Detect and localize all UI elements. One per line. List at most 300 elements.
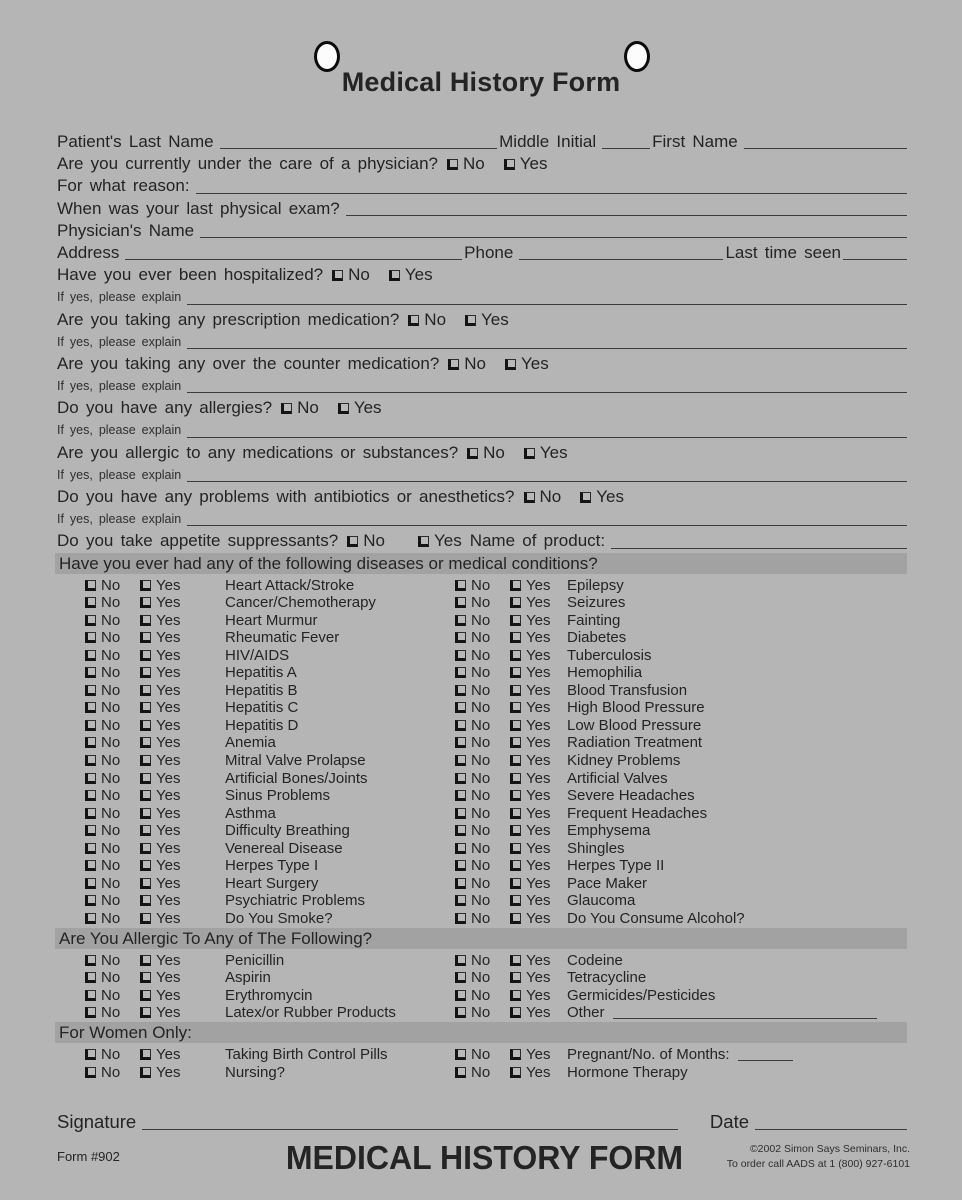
antibiotics-yes-checkbox[interactable] [580, 492, 591, 503]
condition-label: Shingles [567, 839, 625, 857]
check-pair-right [455, 682, 907, 700]
no-label: No [471, 769, 491, 787]
no-checkbox[interactable] [455, 597, 466, 608]
no-label: No [101, 646, 121, 664]
first-name-line[interactable] [744, 147, 907, 149]
check-row [57, 1004, 907, 1022]
allergies-question-row [57, 397, 907, 419]
yes-label: Yes [526, 769, 551, 787]
footer-title: MEDICAL HISTORY FORM [285, 1139, 684, 1176]
hospitalized-no-checkbox[interactable] [332, 270, 343, 281]
no-checkbox[interactable] [85, 990, 96, 1001]
no-label: No [471, 594, 491, 612]
no-checkbox[interactable] [455, 615, 466, 626]
yes-checkbox[interactable] [510, 895, 521, 906]
no-label: No [471, 752, 491, 770]
check-pair-right [455, 910, 907, 928]
yes-label: Yes [433, 531, 462, 551]
no-label: No [101, 909, 121, 927]
physician-care-question-row [57, 153, 907, 175]
no-label: No [101, 752, 121, 770]
yes-checkbox[interactable] [140, 737, 151, 748]
no-checkbox[interactable] [85, 808, 96, 819]
yes-checkbox[interactable] [140, 702, 151, 713]
yes-checkbox[interactable] [510, 580, 521, 591]
prescription-question: Are you taking any prescription medication? [57, 309, 400, 329]
no-checkbox[interactable] [455, 702, 466, 713]
no-checkbox[interactable] [85, 597, 96, 608]
yes-checkbox[interactable] [140, 808, 151, 819]
check-pair-left [57, 969, 455, 987]
yes-checkbox[interactable] [140, 580, 151, 591]
yes-checkbox[interactable] [140, 955, 151, 966]
no-label: No [101, 716, 121, 734]
prescription-no-checkbox[interactable] [408, 315, 419, 326]
yes-checkbox[interactable] [510, 825, 521, 836]
check-pair-right [455, 787, 907, 805]
yes-label: Yes [156, 769, 181, 787]
no-checkbox[interactable] [85, 737, 96, 748]
check-row [57, 752, 907, 770]
yes-label: Yes [156, 629, 181, 647]
yes-checkbox[interactable] [510, 597, 521, 608]
yes-checkbox[interactable] [140, 825, 151, 836]
yes-checkbox[interactable] [510, 860, 521, 871]
middle-initial-label: Middle Initial [499, 132, 597, 151]
yes-checkbox[interactable] [510, 615, 521, 626]
no-checkbox[interactable] [455, 720, 466, 731]
yes-checkbox[interactable] [510, 667, 521, 678]
yes-checkbox[interactable] [510, 808, 521, 819]
footer-publisher-info [727, 1142, 910, 1172]
yes-label: Yes [526, 681, 551, 699]
for-what-reason-line[interactable] [196, 192, 907, 194]
condition-label: Aspirin [225, 969, 271, 987]
physician-care-yes-checkbox[interactable] [504, 159, 515, 170]
allergies-question: Do you have any allergies? [57, 398, 273, 418]
yes-checkbox[interactable] [140, 895, 151, 906]
no-checkbox[interactable] [85, 913, 96, 924]
phone-line[interactable] [519, 258, 723, 260]
check-row [57, 577, 907, 595]
check-row [57, 717, 907, 735]
no-checkbox[interactable] [85, 773, 96, 784]
no-label: No [363, 531, 385, 551]
physician-care-question: Are you currently under the care of a physician? [57, 154, 438, 174]
yes-checkbox[interactable] [140, 972, 151, 983]
otc-explain-line[interactable] [187, 391, 907, 393]
copyright-line: ©2002 Simon Says Seminars, Inc. [749, 1143, 910, 1155]
allergic-substances-explain-line[interactable] [187, 480, 907, 482]
yes-label: Yes [526, 734, 551, 752]
allergic-substances-no-checkbox[interactable] [467, 448, 478, 459]
yes-checkbox[interactable] [140, 990, 151, 1001]
yes-checkbox[interactable] [510, 737, 521, 748]
check-pair-right [455, 822, 907, 840]
check-pair-right [455, 717, 907, 735]
no-label: No [101, 594, 121, 612]
no-checkbox[interactable] [455, 955, 466, 966]
otc-question: Are you taking any over the counter medication? [57, 353, 440, 373]
yes-label: Yes [156, 1004, 181, 1022]
no-checkbox[interactable] [455, 755, 466, 766]
no-checkbox[interactable] [85, 615, 96, 626]
no-checkbox[interactable] [85, 955, 96, 966]
check-pair-left [57, 699, 455, 717]
appetite-no-checkbox[interactable] [347, 536, 358, 547]
yes-checkbox[interactable] [510, 878, 521, 889]
condition-label: Anemia [225, 734, 276, 752]
last-physical-exam-row [57, 198, 907, 220]
yes-checkbox[interactable] [510, 702, 521, 713]
yes-checkbox[interactable] [140, 843, 151, 854]
check-row [57, 612, 907, 630]
condition-label: Penicillin [225, 951, 285, 969]
no-label: No [101, 734, 121, 752]
no-checkbox[interactable] [455, 1067, 466, 1078]
check-pair-right [455, 664, 907, 682]
yes-label: Yes [156, 986, 181, 1004]
yes-checkbox[interactable] [140, 1049, 151, 1060]
yes-label: Yes [156, 804, 181, 822]
yes-checkbox[interactable] [140, 773, 151, 784]
condition-label: Rheumatic Fever [225, 629, 340, 647]
allergies-yes-checkbox[interactable] [338, 403, 349, 414]
no-label: No [101, 951, 121, 969]
yes-label: Yes [526, 1063, 551, 1081]
yes-checkbox[interactable] [510, 685, 521, 696]
hospitalized-yes-checkbox[interactable] [389, 270, 400, 281]
middle-initial-line[interactable] [602, 147, 650, 149]
no-checkbox[interactable] [85, 895, 96, 906]
yes-checkbox[interactable] [140, 685, 151, 696]
signature-row [57, 1109, 907, 1135]
yes-checkbox[interactable] [510, 790, 521, 801]
physician-name-label: Physician's Name [57, 220, 195, 240]
check-pair-left [57, 892, 455, 910]
last-physical-exam-line[interactable] [346, 214, 907, 216]
yes-checkbox[interactable] [510, 972, 521, 983]
yes-checkbox[interactable] [510, 990, 521, 1001]
prescription-yes-checkbox[interactable] [465, 315, 476, 326]
check-row [57, 822, 907, 840]
check-pair-left [57, 682, 455, 700]
no-label: No [471, 839, 491, 857]
check-row [57, 1046, 907, 1064]
date-label: Date [709, 1110, 749, 1132]
condition-label: Germicides/Pesticides [567, 986, 716, 1004]
yes-label: Yes [404, 265, 433, 285]
yes-label: Yes [526, 716, 551, 734]
no-label: No [471, 804, 491, 822]
if-yes-explain-row [57, 508, 907, 530]
if-yes-label: If yes, please explain [57, 467, 182, 482]
check-pair-right [455, 770, 907, 788]
otc-question-row [57, 353, 907, 375]
condition-label: Difficulty Breathing [225, 822, 350, 840]
no-checkbox[interactable] [455, 685, 466, 696]
no-checkbox[interactable] [455, 632, 466, 643]
no-checkbox[interactable] [85, 720, 96, 731]
condition-label: Severe Headaches [567, 787, 695, 805]
women-section-heading: For Women Only: [55, 1022, 907, 1043]
no-checkbox[interactable] [455, 790, 466, 801]
no-checkbox[interactable] [455, 737, 466, 748]
hospitalized-explain-line[interactable] [187, 303, 907, 305]
yes-checkbox[interactable] [510, 843, 521, 854]
last-time-seen-line[interactable] [843, 258, 907, 260]
no-checkbox[interactable] [455, 895, 466, 906]
condition-label: Seizures [567, 594, 626, 612]
no-checkbox[interactable] [455, 1007, 466, 1018]
no-checkbox[interactable] [85, 1067, 96, 1078]
yes-checkbox[interactable] [510, 650, 521, 661]
no-checkbox[interactable] [85, 702, 96, 713]
condition-label: Heart Attack/Stroke [225, 576, 355, 594]
yes-checkbox[interactable] [510, 632, 521, 643]
yes-checkbox[interactable] [510, 773, 521, 784]
appetite-yes-checkbox[interactable] [418, 536, 429, 547]
physician-name-row [57, 220, 907, 242]
yes-checkbox[interactable] [140, 720, 151, 731]
yes-checkbox[interactable] [140, 667, 151, 678]
no-label: No [471, 576, 491, 594]
check-pair-right [455, 734, 907, 752]
name-of-product-line[interactable] [611, 547, 907, 549]
no-checkbox[interactable] [85, 1049, 96, 1060]
condition-label: Do You Consume Alcohol? [567, 909, 745, 927]
yes-checkbox[interactable] [140, 1067, 151, 1078]
no-label: No [471, 1063, 491, 1081]
no-label: No [101, 611, 121, 629]
condition-label: High Blood Pressure [567, 699, 705, 717]
yes-checkbox[interactable] [140, 790, 151, 801]
no-checkbox[interactable] [455, 580, 466, 591]
check-pair-right [455, 857, 907, 875]
patient-name-row [57, 131, 907, 153]
check-row [57, 840, 907, 858]
antibiotics-question-row [57, 486, 907, 508]
no-checkbox[interactable] [85, 860, 96, 871]
condition-label: Taking Birth Control Pills [225, 1045, 388, 1063]
no-label: No [424, 309, 447, 329]
address-line[interactable] [125, 258, 462, 260]
antibiotics-question: Do you have any problems with antibiotics or anesthetics? [57, 487, 515, 506]
check-row [57, 629, 907, 647]
no-label: No [297, 398, 319, 418]
check-row [57, 594, 907, 612]
check-pair-right [455, 612, 907, 630]
no-label: No [471, 787, 491, 805]
allergies-no-checkbox[interactable] [281, 403, 292, 414]
check-row [57, 892, 907, 910]
antibiotics-explain-line[interactable] [187, 524, 907, 526]
no-checkbox[interactable] [85, 580, 96, 591]
check-pair-right [455, 752, 907, 770]
check-pair-left [57, 752, 455, 770]
no-label: No [483, 442, 505, 462]
patient-last-name-line[interactable] [220, 147, 498, 149]
no-checkbox[interactable] [455, 860, 466, 871]
yes-checkbox[interactable] [140, 1007, 151, 1018]
no-checkbox[interactable] [85, 667, 96, 678]
no-label: No [471, 1045, 491, 1063]
no-label: No [471, 874, 491, 892]
otc-yes-checkbox[interactable] [505, 359, 516, 370]
no-label: No [471, 716, 491, 734]
yes-label: Yes [526, 822, 551, 840]
yes-checkbox[interactable] [140, 913, 151, 924]
yes-checkbox[interactable] [510, 1007, 521, 1018]
no-checkbox[interactable] [455, 972, 466, 983]
condition-label: Blood Transfusion [567, 681, 688, 699]
no-label: No [101, 892, 121, 910]
form-number: Form #902 [57, 1149, 120, 1164]
no-label: No [471, 629, 491, 647]
check-pair-left [57, 734, 455, 752]
no-checkbox[interactable] [455, 773, 466, 784]
yes-label: Yes [353, 398, 382, 418]
yes-checkbox[interactable] [140, 632, 151, 643]
no-checkbox[interactable] [455, 843, 466, 854]
check-pair-left [57, 840, 455, 858]
yes-label: Yes [156, 909, 181, 927]
no-checkbox[interactable] [85, 650, 96, 661]
yes-label: Yes [156, 1045, 181, 1063]
if-yes-explain-row [57, 286, 907, 308]
no-label: No [471, 986, 491, 1004]
write-in-line[interactable] [613, 1017, 877, 1019]
yes-checkbox[interactable] [510, 755, 521, 766]
page-title: Medical History Form [341, 67, 621, 97]
allergic-substances-yes-checkbox[interactable] [524, 448, 535, 459]
yes-label: Yes [519, 154, 548, 174]
allergic-substances-question-row [57, 442, 907, 464]
yes-label: Yes [481, 309, 509, 329]
yes-label: Yes [521, 353, 549, 373]
yes-label: Yes [156, 892, 181, 910]
antibiotics-no-checkbox[interactable] [524, 492, 535, 503]
last-time-seen-label: Last time seen [725, 242, 841, 262]
yes-label: Yes [156, 664, 181, 682]
yes-checkbox[interactable] [510, 1049, 521, 1060]
yes-checkbox[interactable] [140, 878, 151, 889]
no-label: No [462, 154, 485, 174]
yes-checkbox[interactable] [140, 755, 151, 766]
physician-name-line[interactable] [200, 236, 907, 238]
address-label: Address [57, 242, 120, 262]
yes-label: Yes [156, 752, 181, 770]
no-checkbox[interactable] [455, 913, 466, 924]
yes-label: Yes [526, 594, 551, 612]
no-checkbox[interactable] [85, 1007, 96, 1018]
no-checkbox[interactable] [455, 667, 466, 678]
condition-label: Codeine [567, 951, 623, 969]
otc-no-checkbox[interactable] [448, 359, 459, 370]
check-row [57, 770, 907, 788]
check-pair-left [57, 875, 455, 893]
no-label: No [101, 629, 121, 647]
no-checkbox[interactable] [455, 650, 466, 661]
condition-label: Tetracycline [567, 969, 647, 987]
no-checkbox[interactable] [455, 990, 466, 1001]
physician-care-no-checkbox[interactable] [447, 159, 458, 170]
no-checkbox[interactable] [455, 1049, 466, 1060]
date-line[interactable] [755, 1128, 907, 1130]
yes-checkbox[interactable] [140, 597, 151, 608]
yes-checkbox[interactable] [510, 913, 521, 924]
yes-checkbox[interactable] [510, 720, 521, 731]
no-label: No [101, 857, 121, 875]
check-pair-right [455, 969, 907, 987]
no-label: No [101, 969, 121, 987]
signature-line[interactable] [142, 1128, 678, 1130]
condition-label: HIV/AIDS [225, 646, 290, 664]
yes-label: Yes [526, 1045, 551, 1063]
yes-checkbox[interactable] [140, 615, 151, 626]
check-row [57, 647, 907, 665]
condition-label: Herpes Type I [225, 857, 319, 875]
check-row [57, 910, 907, 928]
yes-label: Yes [156, 699, 181, 717]
condition-label: Low Blood Pressure [567, 716, 702, 734]
no-checkbox[interactable] [85, 972, 96, 983]
yes-label: Yes [156, 787, 181, 805]
condition-label: Mitral Valve Prolapse [225, 752, 366, 770]
yes-label: Yes [596, 487, 624, 506]
yes-checkbox[interactable] [140, 650, 151, 661]
no-checkbox[interactable] [455, 878, 466, 889]
yes-label: Yes [539, 442, 568, 462]
check-row [57, 987, 907, 1005]
no-checkbox[interactable] [455, 825, 466, 836]
phone-label: Phone [464, 242, 514, 262]
prescription-explain-line[interactable] [187, 347, 907, 349]
yes-label: Yes [526, 1004, 551, 1022]
no-checkbox[interactable] [85, 878, 96, 889]
no-checkbox[interactable] [85, 755, 96, 766]
check-pair-left [57, 612, 455, 630]
no-checkbox[interactable] [85, 632, 96, 643]
if-yes-label: If yes, please explain [57, 379, 182, 394]
no-label: No [471, 1004, 491, 1022]
check-row [57, 664, 907, 682]
no-checkbox[interactable] [85, 790, 96, 801]
write-in-line[interactable] [738, 1059, 793, 1061]
yes-label: Yes [526, 611, 551, 629]
allergies-explain-line[interactable] [187, 436, 907, 438]
no-checkbox[interactable] [85, 685, 96, 696]
no-checkbox[interactable] [85, 825, 96, 836]
no-label: No [471, 909, 491, 927]
check-pair-left [57, 952, 455, 970]
condition-label: Psychiatric Problems [225, 892, 366, 910]
address-row [57, 242, 907, 264]
yes-checkbox[interactable] [510, 955, 521, 966]
allergic-substances-question: Are you allergic to any medications or substances? [57, 442, 459, 462]
condition-label: Other [567, 1004, 605, 1022]
no-checkbox[interactable] [85, 843, 96, 854]
condition-label: Erythromycin [225, 986, 313, 1004]
no-checkbox[interactable] [455, 808, 466, 819]
yes-label: Yes [156, 646, 181, 664]
check-pair-left [57, 629, 455, 647]
yes-checkbox[interactable] [140, 860, 151, 871]
check-pair-right [455, 1004, 907, 1022]
yes-checkbox[interactable] [510, 1067, 521, 1078]
check-pair-right [455, 1046, 907, 1064]
condition-label: Sinus Problems [225, 787, 331, 805]
